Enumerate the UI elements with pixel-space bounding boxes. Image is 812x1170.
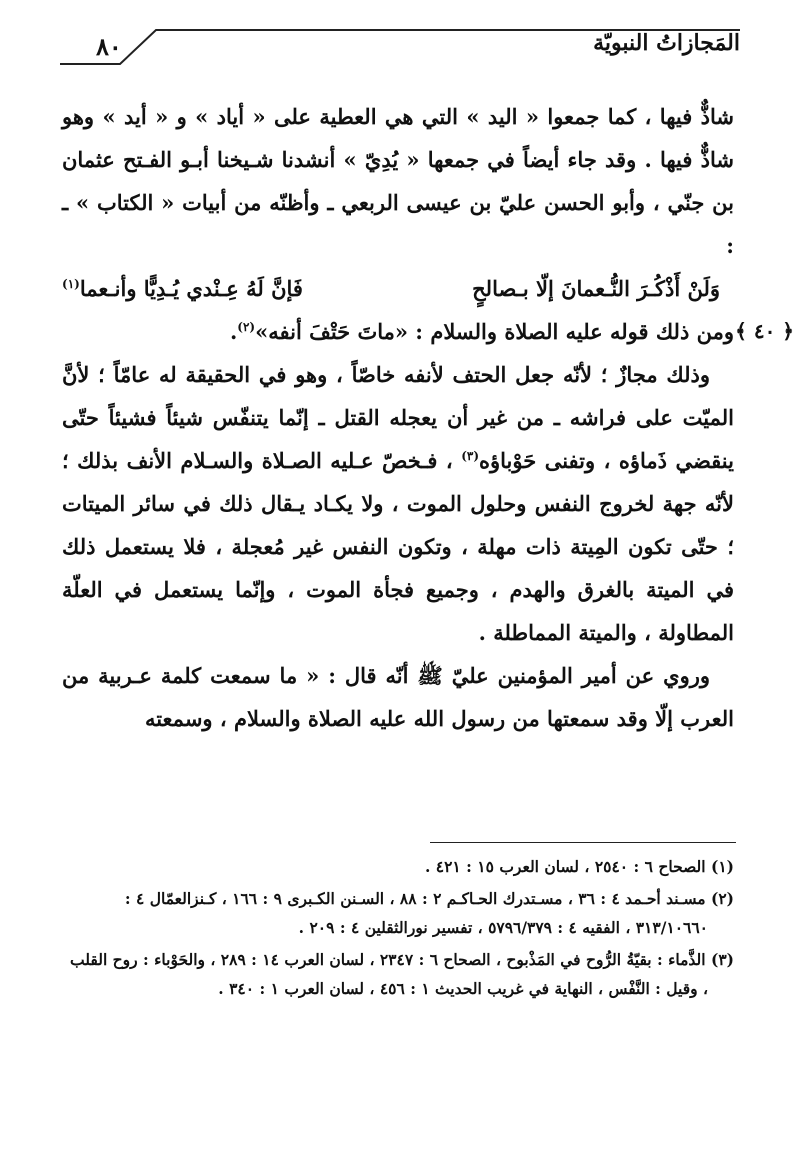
section-40-heading: ﴿ ٤٠ ﴾ ومن ذلك قوله عليه الصلاة والسلام : «ماتَ حَتْفَ أنفه»$^{(٢)}$. — [62, 310, 734, 353]
verse-second-text: فَإنَّ لَهُ عِـنْدي يُـدِيًّا وأنـعما — [79, 276, 303, 301]
footnotes — [62, 852, 734, 1006]
section-number: ﴿ ٤٠ ﴾ — [735, 319, 794, 343]
footnote-3: (٣) الذَّماء : بقيّةُ الرُّوح في المَذْبوح ، الصحاح ٦ : ٢٣٤٧ ، لسان العرب ١٤ : ٢٨٩ ، والحَوْباء : روح القلب ، وقيل : النَّفْس ، النهاية في غريب الحديث ١ : ٤٥٦ ، لسان العرب ١ : ٣٤٠ . — [70, 950, 734, 998]
verse-first-hemistich: وَلَنْ أَذْكُـرَ النُّـعمانَ إلّا بـصالحٍ — [472, 276, 720, 301]
page-number: ٨٠ — [96, 32, 122, 61]
paragraph-3: وروي عن أمير المؤمنين عليّ ﷺ أنّه قال : « ما سمعت كلمة عـربية من العرب إلّا وقد سمعتها من رسول الله عليه الصلاة والسلام ، وسمعته — [62, 663, 734, 731]
page-header — [60, 28, 740, 72]
poetry-verse — [62, 267, 734, 310]
footnote-ref-3: (٣) — [461, 449, 480, 463]
main-text — [62, 95, 794, 740]
paragraph-1: شاذٌّ فيها ، كما جمعوا « اليد » التي هي العطية على « أياد » و « أيد » وهو شاذٌّ فيها . وقد جاء أيضاً في جمعها « يُدِيّ » أنشدنا شـيخنا أبـو الفـتح عثمان بن جنّي ، وأبو الحسن عليّ بن عيسى الربعي ـ وأظنّه من أبيات « الكتاب » ـ : — [62, 104, 734, 258]
paragraph-2-part1: وذلك مجازٌ ؛ لأنّه جعل الحتف لأنفه خاصّاً ، وهو في الحقيقة له عامّاً ؛ لأنَّ الميّت على فراشه ـ من غير أن يعجله القتل ـ إنّما يتنفّس شيئاً فشيئاً حتّى ينقضي ذَماؤه ، وتفنى حَوْباؤه — [62, 362, 734, 473]
paragraph-2 — [62, 353, 734, 654]
running-title: المَجازاتُ النبويّة — [593, 30, 740, 56]
footnote-ref-2: (٢) — [237, 320, 256, 334]
paragraph-2-part2: ، فـخصّ عـليه الصـلاة والسـلام الأنف بذلك ؛ لأنّه جهة لخروج النفس وحلول الموت ، ولا يكـاد يـقال ذلك في سائر الميتات ؛ حتّى تكون المِيتة ذات مهلة ، وتكون النفس غير مُعجلة ، فلا يستعمل ذلك في الميتة بالغرق والهدم ، وجميع فجأة الموت ، وإنّما يستعمل في العلّة المطاولة ، والميتة المماطلة . — [62, 448, 734, 645]
verse-second-hemistich — [62, 267, 303, 310]
footnote-ref-1: (١) — [62, 277, 80, 291]
footnote-2: (٢) مسـند أحـمد ٤ : ٣٦ ، مسـتدرك الحـاكـم ٢ : ٨٨ ، السـنن الكـبرى ٩ : ١٦٦ ، كـنزالعمّال ٤ : ٣١٣/١٠٦٦٠ ، الفقيه ٤ : ٥٧٩٦/٣٧٩ ، تفسير نورالثقلين ٤ : ٢٠٩ . — [124, 889, 734, 937]
section-text: ومن ذلك قوله عليه الصلاة والسلام : «ماتَ حَتْفَ أنفه» — [255, 319, 734, 344]
footnote-1: (١) الصحاح ٦ : ٢٥٤٠ ، لسان العرب ١٥ : ٤٢١ . — [424, 857, 734, 876]
footnote-separator — [430, 842, 736, 843]
